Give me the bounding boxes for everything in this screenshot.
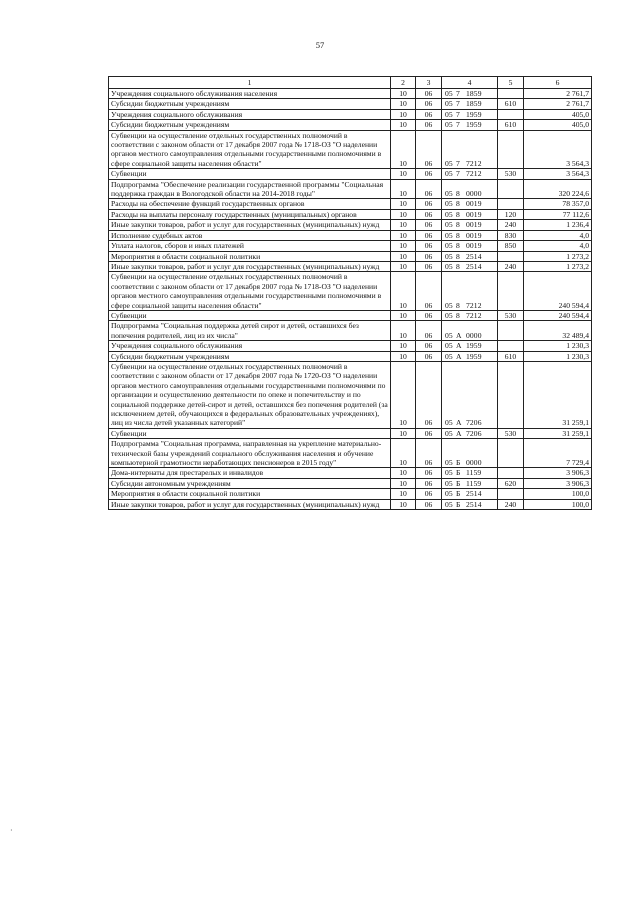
row-target-article	[442, 361, 498, 428]
row-target-article	[442, 169, 498, 179]
target-article-part: 7212	[466, 300, 482, 310]
target-article-part: 7	[456, 169, 460, 179]
table-row	[109, 241, 592, 251]
target-article-part: 05	[445, 169, 453, 179]
row-amount: 3 564,3	[524, 169, 592, 179]
page-number: 57	[315, 40, 325, 50]
row-target-article	[442, 109, 498, 119]
row-name: Субвенции	[109, 428, 391, 438]
target-article-part: 05	[445, 199, 453, 209]
target-article-part: 1959	[466, 351, 482, 361]
row-target-article	[442, 489, 498, 499]
target-article-part: 7206	[466, 428, 482, 438]
row-section: 10	[391, 241, 416, 251]
row-subsection: 06	[416, 130, 442, 169]
table-row	[109, 272, 592, 311]
row-amount: 31 259,1	[524, 361, 592, 428]
row-target-article	[442, 99, 498, 109]
row-subsection: 06	[416, 261, 442, 271]
target-article-part: 05	[445, 251, 453, 261]
row-subsection: 06	[416, 241, 442, 251]
target-article-part: 2514	[466, 489, 482, 499]
target-article-part: 0019	[466, 220, 482, 230]
row-section: 10	[391, 478, 416, 488]
row-section: 10	[391, 341, 416, 351]
header-col-1: 1	[109, 77, 391, 89]
table-row	[109, 169, 592, 179]
row-name: Субсидии бюджетным учреждениям	[109, 351, 391, 361]
table-body	[109, 89, 592, 510]
target-article-part: 05	[445, 230, 453, 240]
target-article-part: 05	[445, 499, 453, 509]
target-article-part: 8	[456, 261, 460, 271]
row-target-article	[442, 272, 498, 311]
target-article-part: 7	[456, 120, 460, 130]
row-expense-type: 610	[498, 99, 524, 109]
row-subsection: 06	[416, 428, 442, 438]
row-target-article	[442, 209, 498, 219]
table-row	[109, 130, 592, 169]
target-article-part: 05	[445, 341, 453, 351]
table-row	[109, 120, 592, 130]
target-article-part: 2514	[466, 261, 482, 271]
row-name: Субвенции	[109, 169, 391, 179]
row-target-article	[442, 251, 498, 261]
row-name: Подпрограмма "Социальная поддержка детей сирот и детей, оставшихся без попечения родителей, лиц из их числа"	[109, 321, 391, 341]
target-article-part: Б	[456, 458, 461, 468]
row-amount: 3 906,3	[524, 468, 592, 478]
row-target-article	[442, 351, 498, 361]
row-expense-type: 620	[498, 478, 524, 488]
table-row	[109, 209, 592, 219]
row-expense-type	[498, 341, 524, 351]
row-target-article	[442, 120, 498, 130]
row-section: 10	[391, 499, 416, 509]
target-article-part: 7	[456, 99, 460, 109]
target-article-part: 8	[456, 220, 460, 230]
row-expense-type	[498, 89, 524, 99]
row-target-article	[442, 241, 498, 251]
row-amount: 240 594,4	[524, 272, 592, 311]
target-article-part: 05	[445, 351, 453, 361]
target-article-part: 05	[445, 458, 453, 468]
row-amount: 78 357,0	[524, 199, 592, 209]
target-article-part: 8	[456, 241, 460, 251]
target-article-part: 05	[445, 189, 453, 199]
table-row	[109, 251, 592, 261]
budget-table	[108, 76, 592, 510]
row-target-article	[442, 179, 498, 199]
row-name: Расходы на выплаты персоналу государственных (муниципальных) органов	[109, 209, 391, 219]
row-name: Субсидии бюджетным учреждениям	[109, 120, 391, 130]
row-expense-type: 240	[498, 220, 524, 230]
row-amount: 1 273,2	[524, 261, 592, 271]
target-article-part: 0000	[466, 189, 482, 199]
target-article-part: А	[456, 418, 462, 428]
row-expense-type: 240	[498, 261, 524, 271]
row-subsection: 06	[416, 468, 442, 478]
row-name: Иные закупки товаров, работ и услуг для государственных (муниципальных) нужд	[109, 220, 391, 230]
table-row	[109, 468, 592, 478]
target-article-part: 8	[456, 189, 460, 199]
table-row	[109, 478, 592, 488]
table-row	[109, 341, 592, 351]
row-section: 10	[391, 109, 416, 119]
row-subsection: 06	[416, 209, 442, 219]
row-subsection: 06	[416, 489, 442, 499]
table-row	[109, 89, 592, 99]
row-expense-type: 120	[498, 209, 524, 219]
row-amount: 240 594,4	[524, 310, 592, 320]
row-amount: 77 112,6	[524, 209, 592, 219]
row-name: Расходы на обеспечение функций государственных органов	[109, 199, 391, 209]
row-section: 10	[391, 220, 416, 230]
row-section: 10	[391, 261, 416, 271]
target-article-part: 1959	[466, 341, 482, 351]
target-article-part: 2514	[466, 251, 482, 261]
target-article-part: 7212	[466, 158, 482, 168]
row-section: 10	[391, 99, 416, 109]
target-article-part: 1959	[466, 120, 482, 130]
row-expense-type: 530	[498, 428, 524, 438]
target-article-part: 1159	[466, 468, 482, 478]
row-section: 10	[391, 130, 416, 169]
row-amount: 31 259,1	[524, 428, 592, 438]
table-row	[109, 499, 592, 509]
row-subsection: 06	[416, 109, 442, 119]
header-col-4: 4	[442, 77, 498, 89]
row-target-article	[442, 499, 498, 509]
target-article-part: 1959	[466, 109, 482, 119]
row-subsection: 06	[416, 169, 442, 179]
row-target-article	[442, 321, 498, 341]
table-row	[109, 489, 592, 499]
target-article-part: 8	[456, 251, 460, 261]
row-subsection: 06	[416, 272, 442, 311]
row-name: Субвенции на осуществление отдельных государственных полномочий в соответствии с законом области от 17 декабря 2007 года № 1718-ОЗ "О наделении органов местного самоуправления отдельными государственными полномочиями в сфере социальной защиты населения области"	[109, 272, 391, 311]
row-name: Исполнение судебных актов	[109, 230, 391, 240]
row-expense-type	[498, 361, 524, 428]
header-col-5: 5	[498, 77, 524, 89]
target-article-part: 0019	[466, 241, 482, 251]
target-article-part: 0019	[466, 209, 482, 219]
row-name: Учреждения социального обслуживания	[109, 341, 391, 351]
row-amount: 2 761,7	[524, 99, 592, 109]
header-col-3: 3	[416, 77, 442, 89]
row-subsection: 06	[416, 251, 442, 261]
row-amount: 320 224,6	[524, 179, 592, 199]
row-expense-type	[498, 179, 524, 199]
row-section: 10	[391, 230, 416, 240]
row-name: Дома-интернаты для престарелых и инвалидов	[109, 468, 391, 478]
row-section: 10	[391, 361, 416, 428]
target-article-part: 1859	[466, 99, 482, 109]
target-article-part: 2514	[466, 499, 482, 509]
row-amount: 100,0	[524, 489, 592, 499]
target-article-part: 7206	[466, 418, 482, 428]
row-amount: 1 236,4	[524, 220, 592, 230]
row-amount: 1 273,2	[524, 251, 592, 261]
table-row	[109, 99, 592, 109]
row-subsection: 06	[416, 179, 442, 199]
row-target-article	[442, 310, 498, 320]
table-row	[109, 199, 592, 209]
row-section: 10	[391, 468, 416, 478]
target-article-part: 0000	[466, 458, 482, 468]
row-name: Субсидии бюджетным учреждениям	[109, 99, 391, 109]
table-row	[109, 351, 592, 361]
table-row	[109, 439, 592, 468]
row-amount: 7 729,4	[524, 439, 592, 468]
row-name: Учреждения социального обслуживания	[109, 109, 391, 119]
row-target-article	[442, 199, 498, 209]
row-target-article	[442, 468, 498, 478]
target-article-part: 0019	[466, 199, 482, 209]
target-article-part: 05	[445, 330, 453, 340]
row-section: 10	[391, 439, 416, 468]
row-subsection: 06	[416, 89, 442, 99]
row-expense-type	[498, 251, 524, 261]
target-article-part: 05	[445, 209, 453, 219]
row-expense-type: 530	[498, 169, 524, 179]
row-amount: 100,0	[524, 499, 592, 509]
header-row	[109, 77, 592, 89]
target-article-part: 05	[445, 220, 453, 230]
row-expense-type	[498, 321, 524, 341]
row-subsection: 06	[416, 99, 442, 109]
row-subsection: 06	[416, 321, 442, 341]
row-name: Учреждения социального обслуживания населения	[109, 89, 391, 99]
row-subsection: 06	[416, 499, 442, 509]
row-target-article	[442, 220, 498, 230]
target-article-part: 05	[445, 89, 453, 98]
target-article-part: А	[456, 330, 462, 340]
target-article-part: 05	[445, 241, 453, 251]
row-target-article	[442, 130, 498, 169]
row-section: 10	[391, 310, 416, 320]
target-article-part: Б	[456, 499, 461, 509]
row-name: Мероприятия в области социальной политики	[109, 489, 391, 499]
target-article-part: 8	[456, 310, 460, 320]
table-row	[109, 321, 592, 341]
row-expense-type	[498, 109, 524, 119]
margin-mark: ·	[10, 826, 13, 835]
target-article-part: 05	[445, 120, 453, 130]
row-target-article	[442, 478, 498, 488]
row-subsection: 06	[416, 310, 442, 320]
row-expense-type	[498, 130, 524, 169]
row-target-article	[442, 89, 498, 99]
row-section: 10	[391, 169, 416, 179]
target-article-part: 05	[445, 478, 453, 488]
target-article-part: 7	[456, 109, 460, 119]
row-name: Субвенции	[109, 310, 391, 320]
target-article-part: 05	[445, 428, 453, 438]
row-amount: 1 230,3	[524, 341, 592, 351]
target-article-part: 8	[456, 230, 460, 240]
row-amount: 405,0	[524, 120, 592, 130]
row-subsection: 06	[416, 199, 442, 209]
row-expense-type	[498, 468, 524, 478]
target-article-part: 0000	[466, 330, 482, 340]
row-amount: 3 906,3	[524, 478, 592, 488]
row-expense-type	[498, 439, 524, 468]
table-row	[109, 261, 592, 271]
table-row	[109, 109, 592, 119]
table-row	[109, 361, 592, 428]
row-subsection: 06	[416, 361, 442, 428]
target-article-part: 05	[445, 261, 453, 271]
target-article-part: 7212	[466, 169, 482, 179]
row-name: Уплата налогов, сборов и иных платежей	[109, 241, 391, 251]
row-subsection: 06	[416, 351, 442, 361]
row-section: 10	[391, 428, 416, 438]
header-col-2: 2	[391, 77, 416, 89]
row-target-article	[442, 428, 498, 438]
row-expense-type: 850	[498, 241, 524, 251]
target-article-part: 8	[456, 209, 460, 219]
row-target-article	[442, 261, 498, 271]
target-article-part: А	[456, 351, 462, 361]
target-article-part: 7	[456, 89, 460, 98]
row-expense-type: 530	[498, 310, 524, 320]
row-section: 10	[391, 209, 416, 219]
target-article-part: Б	[456, 489, 461, 499]
table-row	[109, 179, 592, 199]
row-subsection: 06	[416, 478, 442, 488]
row-section: 10	[391, 321, 416, 341]
row-name: Субвенции на осуществление отдельных государственных полномочий в соответствии с законом области от 17 декабря 2007 года № 1720-ОЗ "О наделении органов местного самоуправления отдельными государственными полномочиями по организации и осуществлению деятельности по опеке и попечительству и по социальной поддержке детей-сирот и детей, оставшихся без попечения родителей (за исключением детей, обучающихся в федеральных образовательных учреждениях), лиц из числа детей указанных категорий"	[109, 361, 391, 428]
row-amount: 2 761,7	[524, 89, 592, 99]
row-subsection: 06	[416, 439, 442, 468]
table-row	[109, 428, 592, 438]
target-article-part: А	[456, 428, 462, 438]
target-article-part: 05	[445, 418, 453, 428]
target-article-part: 7	[456, 158, 460, 168]
target-article-part: 05	[445, 158, 453, 168]
row-amount: 1 230,3	[524, 351, 592, 361]
row-section: 10	[391, 251, 416, 261]
row-expense-type: 830	[498, 230, 524, 240]
row-amount: 3 564,3	[524, 130, 592, 169]
target-article-part: 1859	[466, 89, 482, 98]
row-section: 10	[391, 179, 416, 199]
target-article-part: 05	[445, 109, 453, 119]
table-row	[109, 220, 592, 230]
row-name: Субсидии автономным учреждениям	[109, 478, 391, 488]
row-expense-type	[498, 272, 524, 311]
row-amount: 4,0	[524, 241, 592, 251]
row-target-article	[442, 230, 498, 240]
row-section: 10	[391, 272, 416, 311]
row-section: 10	[391, 89, 416, 99]
row-name: Подпрограмма "Обеспечение реализации государственной программы "Социальная поддержка граждан в Вологодской области на 2014-2018 годы"	[109, 179, 391, 199]
row-expense-type	[498, 489, 524, 499]
row-subsection: 06	[416, 230, 442, 240]
target-article-part: А	[456, 341, 462, 351]
row-amount: 32 489,4	[524, 321, 592, 341]
row-expense-type	[498, 199, 524, 209]
row-section: 10	[391, 120, 416, 130]
table-row	[109, 230, 592, 240]
row-section: 10	[391, 199, 416, 209]
row-expense-type: 610	[498, 120, 524, 130]
target-article-part: 7212	[466, 310, 482, 320]
target-article-part: 05	[445, 489, 453, 499]
row-amount: 4,0	[524, 230, 592, 240]
target-article-part: 05	[445, 310, 453, 320]
row-name: Мероприятия в области социальной политики	[109, 251, 391, 261]
row-name: Иные закупки товаров, работ и услуг для государственных (муниципальных) нужд	[109, 499, 391, 509]
row-expense-type: 240	[498, 499, 524, 509]
row-amount: 405,0	[524, 109, 592, 119]
target-article-part: 05	[445, 468, 453, 478]
row-subsection: 06	[416, 120, 442, 130]
target-article-part: Б	[456, 468, 461, 478]
target-article-part: Б	[456, 478, 461, 488]
header-col-6: 6	[524, 77, 592, 89]
row-section: 10	[391, 351, 416, 361]
row-section: 10	[391, 489, 416, 499]
target-article-part: 1159	[466, 478, 482, 488]
row-subsection: 06	[416, 220, 442, 230]
target-article-part: 8	[456, 300, 460, 310]
row-expense-type: 610	[498, 351, 524, 361]
row-target-article	[442, 439, 498, 468]
target-article-part: 05	[445, 99, 453, 109]
target-article-part: 8	[456, 199, 460, 209]
target-article-part: 0019	[466, 230, 482, 240]
row-name: Иные закупки товаров, работ и услуг для государственных (муниципальных) нужд	[109, 261, 391, 271]
row-name: Субвенции на осуществление отдельных государственных полномочий в соответствии с законом области от 17 декабря 2007 года № 1718-ОЗ "О наделении органов местного самоуправления отдельными государственными полномочиями в сфере социальной защиты населения области"	[109, 130, 391, 169]
row-name: Подпрограмма "Социальная программа, направленная на укрепление материально-технической базы учреждений социального обслуживания населения и обучение компьютерной грамотности неработающих пенсионеров в 2015 году"	[109, 439, 391, 468]
target-article-part: 05	[445, 300, 453, 310]
row-target-article	[442, 341, 498, 351]
row-subsection: 06	[416, 341, 442, 351]
table-row	[109, 310, 592, 320]
